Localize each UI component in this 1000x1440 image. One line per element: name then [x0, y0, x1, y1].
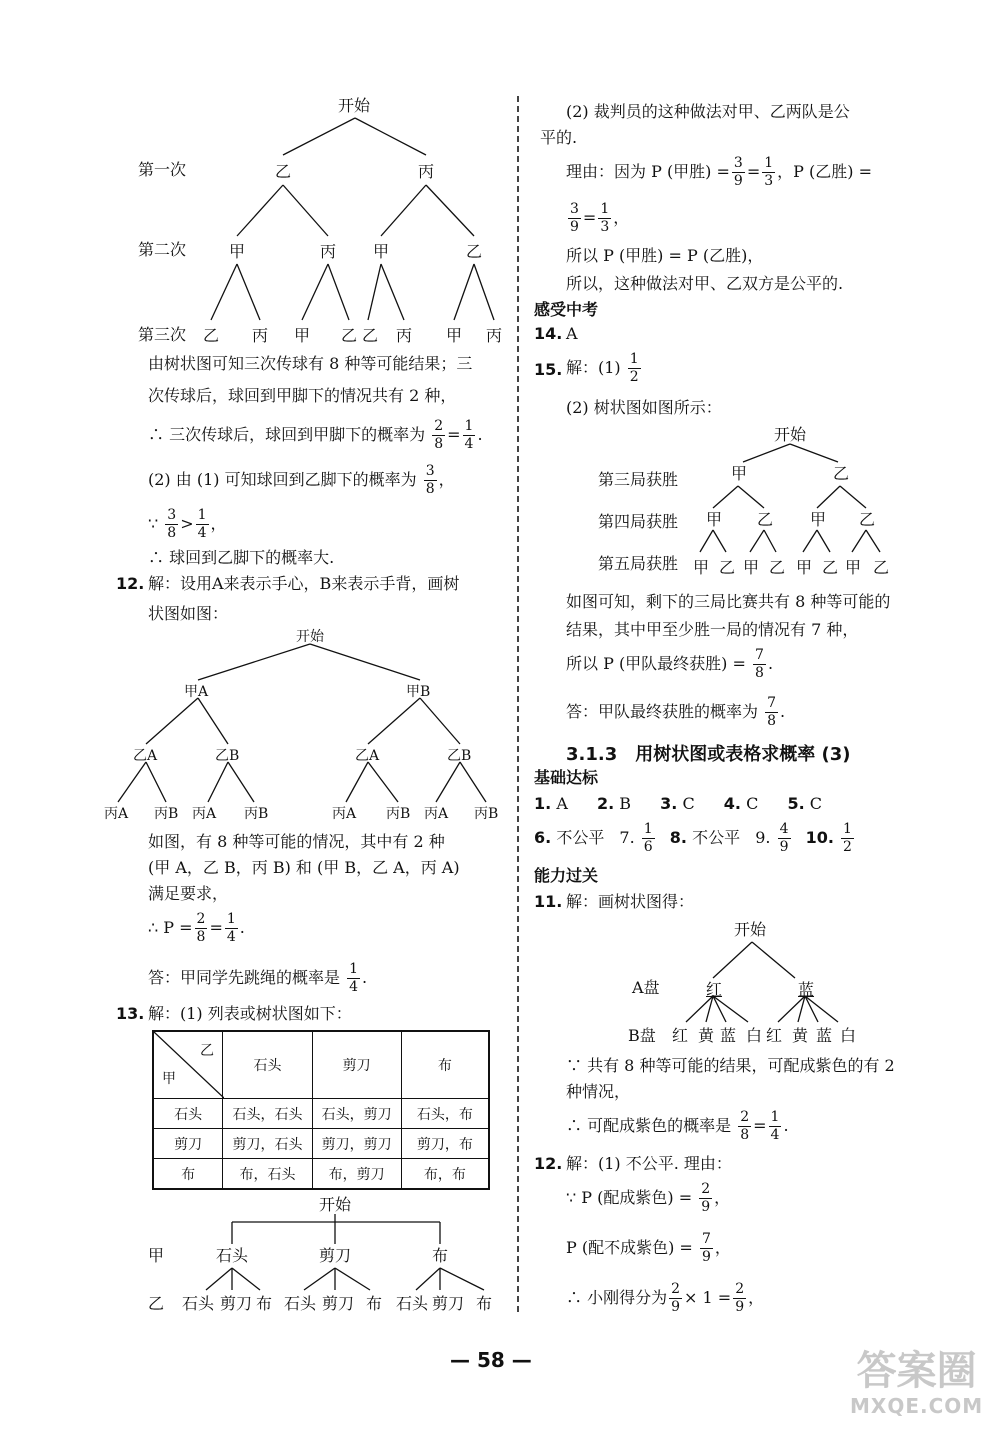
question-number: 4. [723, 794, 742, 813]
tree3-leaf: 石头 [396, 1294, 429, 1313]
table-cell: 石头，石头 [223, 1099, 312, 1129]
text-line: 如图，有 8 种等可能的情况，其中有 2 种 [148, 832, 445, 851]
text-line: 解：设用A来表示手心，B来表示手背，画树 [148, 574, 460, 593]
question-number: 6. [534, 828, 552, 847]
tree4-leaf: 乙 [769, 558, 786, 577]
tree3-leaf: 布 [366, 1294, 383, 1313]
text-line: 解：画树状图得： [566, 892, 695, 911]
tree4-leaf: 甲 [796, 558, 813, 577]
comma: ， [714, 1188, 731, 1207]
fraction: $\frac{2}{8}$ [740, 1109, 750, 1143]
tree2-leaf: 丙B [244, 806, 269, 822]
page-number: — 58 — [450, 1348, 532, 1372]
fraction: $\frac{4}{9}$ [779, 821, 789, 855]
tree1-leaf: 丙 [252, 326, 269, 345]
text: ∴ 可配成紫色的概率是 [566, 1116, 732, 1135]
table-cell: 布，石头 [223, 1159, 312, 1190]
fraction: $\frac{1}{2}$ [629, 351, 639, 385]
tree3-node: 石头 [216, 1246, 249, 1265]
answer: C [682, 794, 695, 813]
period: . [767, 654, 774, 673]
text-line: (2) 树状图如图所示： [566, 398, 722, 417]
text: (2) 由 (1) 可知球回到乙脚下的概率为 [148, 470, 417, 489]
tree2-leaf: 丙A [424, 806, 449, 822]
comma: ， [438, 470, 455, 489]
text-line: 平的. [540, 128, 578, 147]
tree1-node: 乙 [466, 242, 483, 261]
tree2-root: 开始 [296, 629, 324, 645]
fraction: $\frac{1}{4}$ [770, 1109, 780, 1143]
tree2-leaf: 丙A [192, 806, 217, 822]
fraction: $\frac{3}{8}$ [425, 463, 435, 497]
text: ∴ P = [148, 918, 193, 937]
period: . [783, 1116, 789, 1135]
tree1-leaf: 乙 [362, 326, 379, 345]
tree2-node: 甲A [184, 684, 209, 700]
tree3-leaf: 剪刀 [220, 1294, 253, 1313]
section-heading: 能力过关 [534, 866, 599, 885]
greater-than: > [180, 514, 194, 533]
answer: 不公平 [556, 828, 605, 847]
tree4-leaf: 甲 [845, 558, 862, 577]
tree5-leaf: 红 [766, 1026, 783, 1045]
section-heading: 基础达标 [534, 768, 599, 787]
tree2-leaf: 丙A [332, 806, 357, 822]
fraction: $\frac{7}{8}$ [755, 647, 764, 681]
table-row-header: 布 [153, 1159, 223, 1190]
fraction: $\frac{2}{8}$ [434, 418, 444, 452]
tree4-root: 开始 [774, 425, 807, 444]
question-number: 9. [755, 828, 771, 847]
fraction: $\frac{1}{3}$ [600, 201, 610, 235]
tree2-leaf: 丙B [386, 806, 411, 822]
table-row-header: 石头 [153, 1099, 223, 1129]
text: 答：甲同学先跳绳的概率是 [148, 968, 341, 987]
tree5-leaf: 红 [672, 1026, 689, 1045]
tree3-root: 开始 [319, 1195, 352, 1214]
tree5-node: 红 [706, 980, 723, 999]
question-number: 14. [534, 324, 563, 343]
fraction: $\frac{2}{9}$ [671, 1281, 681, 1315]
tree1-node: 甲 [229, 242, 246, 261]
fraction: $\frac{1}{4}$ [349, 961, 359, 995]
answer: C [746, 794, 759, 813]
comma: ， [714, 1238, 731, 1257]
question-number: 2. [596, 794, 615, 813]
tree3-leaf: 布 [256, 1294, 273, 1313]
tree1-row2-label: 第二次 [138, 240, 187, 259]
text-line: 解：(1) 列表或树状图如下： [148, 1004, 352, 1023]
tree3-row1-label: 甲 [148, 1246, 165, 1265]
text: 答：甲队最终获胜的概率为 [566, 702, 759, 721]
text: ，P (乙胜) = [777, 162, 873, 181]
tree1-leaf: 丙 [486, 326, 503, 345]
watermark-logo [850, 1348, 983, 1418]
text: ∴ 三次传球后，球回到甲脚下的概率为 [148, 425, 426, 444]
text-line: ∵ 共有 8 种等可能的结果，可配成紫色的有 2 [566, 1056, 895, 1075]
text-line: 状图如图： [148, 604, 229, 623]
text-line: 如图可知，剩下的三局比赛共有 8 种等可能的 [566, 592, 891, 611]
tree1-leaf: 乙 [341, 326, 358, 345]
comma: ， [748, 1288, 765, 1307]
tree5-row1-label: A盘 [632, 978, 660, 997]
tree5-node: 蓝 [798, 980, 815, 999]
period: . [239, 918, 245, 937]
tree1-leaf: 甲 [446, 326, 463, 345]
times-one: × 1 = [684, 1288, 732, 1307]
tree4-leaf: 甲 [743, 558, 760, 577]
tree1-leaf: 乙 [203, 326, 220, 345]
equals: = [582, 208, 597, 227]
tree4-leaf: 乙 [822, 558, 839, 577]
fraction: $\frac{1}{4}$ [226, 911, 236, 945]
text: ∵ P (配成紫色) = [566, 1188, 693, 1207]
tree5-leaf: 蓝 [816, 1026, 833, 1045]
text-line: 种情况， [566, 1082, 631, 1101]
fraction: $\frac{7}{9}$ [701, 1231, 711, 1265]
answer: 不公平 [692, 828, 741, 847]
tree2-node: 乙A [355, 748, 380, 764]
tree3-leaf: 石头 [182, 1294, 215, 1313]
tree4-node: 甲 [810, 510, 827, 529]
tree3-leaf: 剪刀 [432, 1294, 465, 1313]
text-line: 解：(1) 不公平. 理由： [566, 1154, 732, 1173]
corner-top: 乙 [200, 1043, 214, 1059]
section-title: 3.1.3 用树状图或表格求概率 (3) [566, 744, 851, 765]
tree4-leaf: 乙 [873, 558, 890, 577]
tree1-node: 甲 [373, 242, 390, 261]
fraction: $\frac{1}{4}$ [197, 507, 207, 541]
comma: ， [210, 514, 227, 533]
fraction: $\frac{3}{9}$ [733, 155, 743, 189]
tree4-row2-label: 第四局获胜 [598, 512, 679, 531]
question-number: 3. [660, 794, 678, 813]
tree4-node: 甲 [731, 464, 748, 483]
text-line [566, 1176, 730, 1220]
tree3-node: 剪刀 [319, 1246, 352, 1265]
text: 所以 P (甲队最终获胜) = [566, 654, 746, 673]
tree4-node: 乙 [757, 510, 774, 529]
tree2-leaf: 丙A [104, 806, 129, 822]
tree4-row3-label: 第五局获胜 [598, 554, 679, 573]
question-number: 5. [787, 794, 805, 813]
table-col-header: 布 [401, 1031, 489, 1099]
fraction: $\frac{7}{8}$ [767, 695, 777, 729]
table-cell: 石头，剪刀 [312, 1099, 401, 1129]
fraction: $\frac{2}{8}$ [196, 911, 206, 945]
corner-bottom: 甲 [162, 1071, 176, 1087]
fraction: $\frac{1}{3}$ [764, 155, 774, 189]
fraction: $\frac{1}{6}$ [643, 821, 653, 855]
text-line: ∴ 球回到乙脚下的概率大. [148, 548, 335, 567]
text: ∴ 小刚得分为 [566, 1288, 668, 1307]
question-number: 15. [534, 360, 563, 379]
text: P (配不成紫色) = [566, 1238, 693, 1257]
question-number: 12. [534, 1154, 563, 1173]
tree2-leaf: 丙B [154, 806, 179, 822]
comma: ， [613, 208, 630, 227]
tree3-row2-label: 乙 [148, 1294, 165, 1313]
text-line [566, 1276, 764, 1320]
table-cell: 剪刀，石头 [223, 1129, 312, 1159]
tree2-leaf: 丙B [474, 806, 499, 822]
table-cell: 剪刀，布 [401, 1129, 489, 1159]
watermark-text: 答案圈 [856, 1348, 977, 1394]
text-line [566, 1226, 731, 1270]
table-cell: 剪刀，剪刀 [312, 1129, 401, 1159]
equals: = [447, 425, 461, 444]
tree3-leaf: 剪刀 [322, 1294, 355, 1313]
tree3-leaf: 石头 [284, 1294, 317, 1313]
tree1-leaf: 丙 [396, 326, 413, 345]
period: . [362, 968, 368, 987]
tree1-node: 丙 [418, 162, 435, 181]
text-line: 次传球后，球回到甲脚下的情况共有 2 种， [148, 386, 457, 405]
answer: C [809, 794, 823, 813]
tree4-row1-label: 第三局获胜 [598, 470, 679, 489]
text-line: 结果，其中甲至少胜一局的情况有 7 种， [566, 620, 859, 639]
text-line [566, 1104, 789, 1148]
tree2-node: 乙B [447, 748, 472, 764]
tree1-node: 乙 [275, 162, 292, 181]
table-row-header: 剪刀 [153, 1129, 223, 1159]
tree2-node: 乙B [215, 748, 240, 764]
tree2-node: 乙A [133, 748, 158, 764]
section-heading: 感受中考 [534, 300, 599, 319]
answer: A [556, 794, 568, 813]
tree1-node: 丙 [320, 242, 337, 261]
question-number: 12. [116, 574, 145, 593]
question-number: 10. [805, 828, 834, 847]
tree5-root: 开始 [734, 920, 767, 939]
text-line: (2) 裁判员的这种做法对甲、乙两队是公 [566, 102, 850, 121]
fraction: $\frac{2}{9}$ [701, 1181, 711, 1215]
tree5-leaf: 蓝 [720, 1026, 737, 1045]
table-cell: 布，布 [401, 1159, 489, 1190]
question-number: 11. [534, 892, 563, 911]
period: . [780, 702, 786, 721]
period: . [477, 425, 483, 444]
answer: B [619, 794, 632, 813]
tree2-node: 甲B [406, 684, 431, 700]
table-col-header: 剪刀 [312, 1031, 401, 1099]
question-number: 1. [534, 794, 552, 813]
table-col-header: 石头 [223, 1031, 312, 1099]
equals: = [209, 918, 223, 937]
answer: A [566, 324, 578, 343]
tree1-leaf: 甲 [294, 326, 311, 345]
fraction: $\frac{1}{2}$ [843, 821, 852, 855]
fraction: $\frac{2}{9}$ [735, 1281, 745, 1315]
equals: = [746, 162, 761, 181]
question-number: 8. [669, 828, 688, 847]
tree3-node: 布 [432, 1246, 449, 1265]
text-line: 所以 P (甲胜) = P (乙胜)， [566, 246, 764, 265]
tree5-row2-label: B盘 [628, 1026, 656, 1045]
tree5-leaf: 白 [746, 1026, 763, 1045]
tree4-leaf: 甲 [693, 558, 710, 577]
text-line: 所以，这种做法对甲、乙双方是公平的. [566, 274, 844, 293]
tree5-leaf: 黄 [792, 1026, 809, 1045]
text: 理由：因为 P (甲胜) = [566, 162, 730, 181]
text-line: 由树状图可知三次传球有 8 种等可能结果；三 [148, 354, 473, 373]
watermark-url: MXQE.COM [850, 1394, 984, 1418]
tree3-leaf: 布 [476, 1294, 493, 1313]
tree4-leaf: 乙 [719, 558, 736, 577]
fraction: $\frac{1}{4}$ [464, 418, 474, 452]
tree4-node: 乙 [859, 510, 876, 529]
tree4-node: 甲 [706, 510, 723, 529]
fraction: $\frac{3}{9}$ [570, 201, 579, 235]
fraction: $\frac{3}{8}$ [167, 507, 177, 541]
equals: = [753, 1116, 767, 1135]
tree1-root: 开始 [338, 96, 371, 115]
table-cell: 布，剪刀 [312, 1159, 401, 1190]
tree4-node: 乙 [833, 464, 850, 483]
question-number: 7. [619, 828, 635, 847]
table-cell: 石头，布 [401, 1099, 489, 1129]
tree1-row3-label: 第三次 [138, 325, 187, 344]
text-line: (甲 A，乙 B，丙 B) 和 (甲 B，乙 A，丙 A) [148, 858, 460, 877]
text-line: 满足要求， [148, 884, 229, 903]
question-number: 13. [116, 1004, 145, 1023]
text: 解：(1) [566, 358, 621, 377]
tree1-row1-label: 第一次 [138, 160, 187, 179]
because-symbol: ∵ [148, 514, 159, 533]
tree5-leaf: 白 [840, 1026, 857, 1045]
tree5-leaf: 黄 [698, 1026, 715, 1045]
